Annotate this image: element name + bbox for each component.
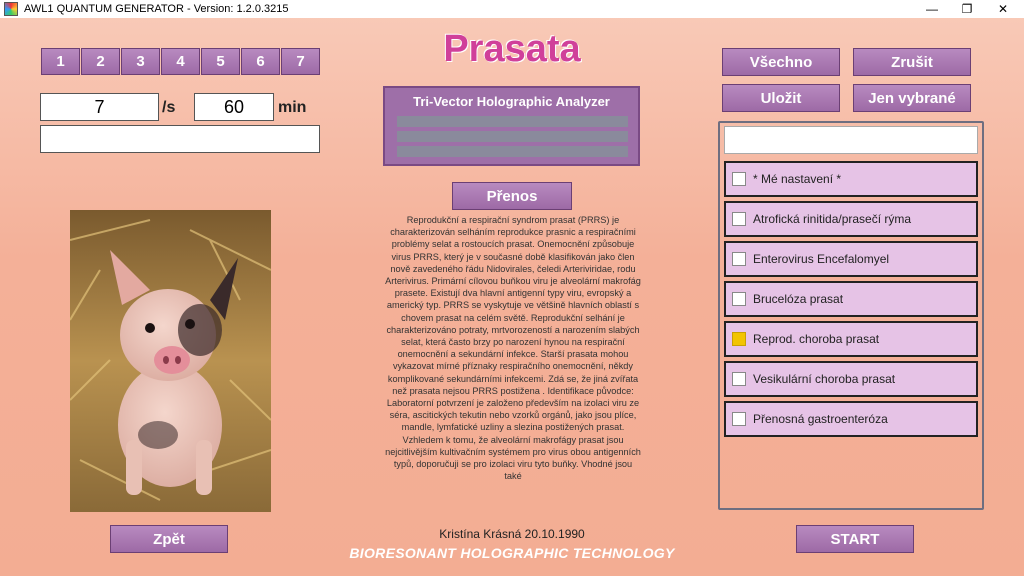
list-checkbox[interactable]	[732, 212, 746, 226]
program-button-4[interactable]: 4	[161, 48, 200, 75]
analyzer-bar-2	[397, 131, 628, 142]
program-button-1[interactable]: 1	[41, 48, 80, 75]
list-item[interactable]	[724, 201, 978, 237]
list-item-label: Přenosná gastroenteróza	[753, 412, 888, 426]
list-checkbox[interactable]	[732, 172, 746, 186]
analyzer-bar-3	[397, 146, 628, 157]
list-checkbox[interactable]	[732, 412, 746, 426]
analyzer-title: Tri-Vector Holographic Analyzer	[413, 94, 610, 109]
description-text: Reprodukční a respirační syndrom prasat (PRRS) je charakterizován selháním reprodukce prasnic a respiračními problémy selat a rostoucích prasat. Onemocnění způsobuje virus PRRS, který je v současné době klasifikován jako člen nově zavedeného řádu Nidovirales, čeledi Arteriviridae, rodu Arterivirus. Primární cílovou buňkou viru je alveolární makrofág prasete. Existují dva hlavní antigenní typy viru, evropský a americký typ. PRRS se vyskytuje ve většině hlavních oblastí s chovem prasat na celém světě. Reprodukční selhání je charakterizováno potraty, mrtvorozeností a narozením slabých selat, která často brzy po narození hynou na respirační onemocnění a sekundární infekce. Starší prasata mohou vykazovat mírné příznaky respiračního onemocnění, někdy komplikované sekundárními infekcemi. Zdá se, že jiná zvířata než prasata nejsou PRRS postižena . Identifikace původce: Laboratorní potvrzení je založeno především na izolaci viru ze séra, ascitických tekutin nebo vzorků orgánů, jako jsou plíce, mandle, lymfatické uzliny a slezina postižených prasat. Vzhledem k tomu, že alveolární makrofágy prasat jsou nejcitlivějším kultivačním systémem pro virus obou antigenních typů, doporučuji se pro izolaci viru tyto buňky. Vhodné jsou také	[385, 215, 641, 482]
app-icon	[4, 2, 18, 16]
select-all-button[interactable]: Všechno	[722, 48, 840, 76]
window-title: AWL1 QUANTUM GENERATOR - Version: 1.2.0.3215	[24, 3, 289, 15]
list-item-label: Enterovirus Encefalomyel	[753, 252, 890, 266]
list-item-label: * Mé nastavení *	[753, 172, 842, 186]
rate-unit-label: /s	[162, 99, 176, 116]
window-titlebar	[0, 0, 1024, 18]
list-item[interactable]	[724, 361, 978, 397]
list-item-label: Vesikulární choroba prasat	[753, 372, 896, 386]
list-item[interactable]	[724, 401, 978, 437]
footer-text: BIORESONANT HOLOGRAPHIC TECHNOLOGY	[349, 545, 675, 561]
list-item[interactable]	[724, 281, 978, 317]
list-item-label: Reprod. choroba prasat	[753, 332, 880, 346]
list-item[interactable]	[724, 321, 978, 357]
minimize-icon[interactable]: —	[926, 2, 938, 16]
page-title: Prasata	[443, 28, 581, 70]
list-item-label: Atrofická rinitida/prasečí rýma	[753, 212, 912, 226]
program-button-5[interactable]: 5	[201, 48, 240, 75]
maximize-icon[interactable]: ❐	[961, 2, 973, 16]
list-checkbox[interactable]	[732, 292, 746, 306]
program-button-7[interactable]: 7	[281, 48, 320, 75]
transfer-button[interactable]: Přenos	[452, 182, 572, 210]
back-button[interactable]: Zpět	[110, 525, 228, 553]
signature-text: Kristína Krásná 20.10.1990	[439, 527, 585, 541]
list-item-label: Brucelóza prasat	[753, 292, 844, 306]
piglet-photo	[70, 210, 271, 512]
list-checkbox[interactable]	[732, 372, 746, 386]
list-item[interactable]	[724, 161, 978, 197]
analyzer-bar-1	[397, 116, 628, 127]
start-button[interactable]: START	[796, 525, 914, 553]
list-checkbox-checked[interactable]	[732, 332, 746, 346]
list-item[interactable]	[724, 241, 978, 277]
close-icon[interactable]: ✕	[997, 2, 1009, 16]
rate-input[interactable]: 7	[40, 93, 159, 121]
search-input[interactable]	[724, 126, 978, 154]
duration-input[interactable]: 60	[194, 93, 274, 121]
program-button-2[interactable]: 2	[81, 48, 120, 75]
list-checkbox[interactable]	[732, 252, 746, 266]
duration-unit-label: min	[278, 99, 307, 116]
holographic-analyzer	[383, 86, 640, 166]
save-button[interactable]: Uložit	[722, 84, 840, 112]
selected-only-button[interactable]: Jen vybrané	[853, 84, 971, 112]
extra-input[interactable]	[40, 125, 320, 153]
piglet-illustration	[70, 210, 271, 512]
program-button-3[interactable]: 3	[121, 48, 160, 75]
cancel-button[interactable]: Zrušit	[853, 48, 971, 76]
program-button-6[interactable]: 6	[241, 48, 280, 75]
